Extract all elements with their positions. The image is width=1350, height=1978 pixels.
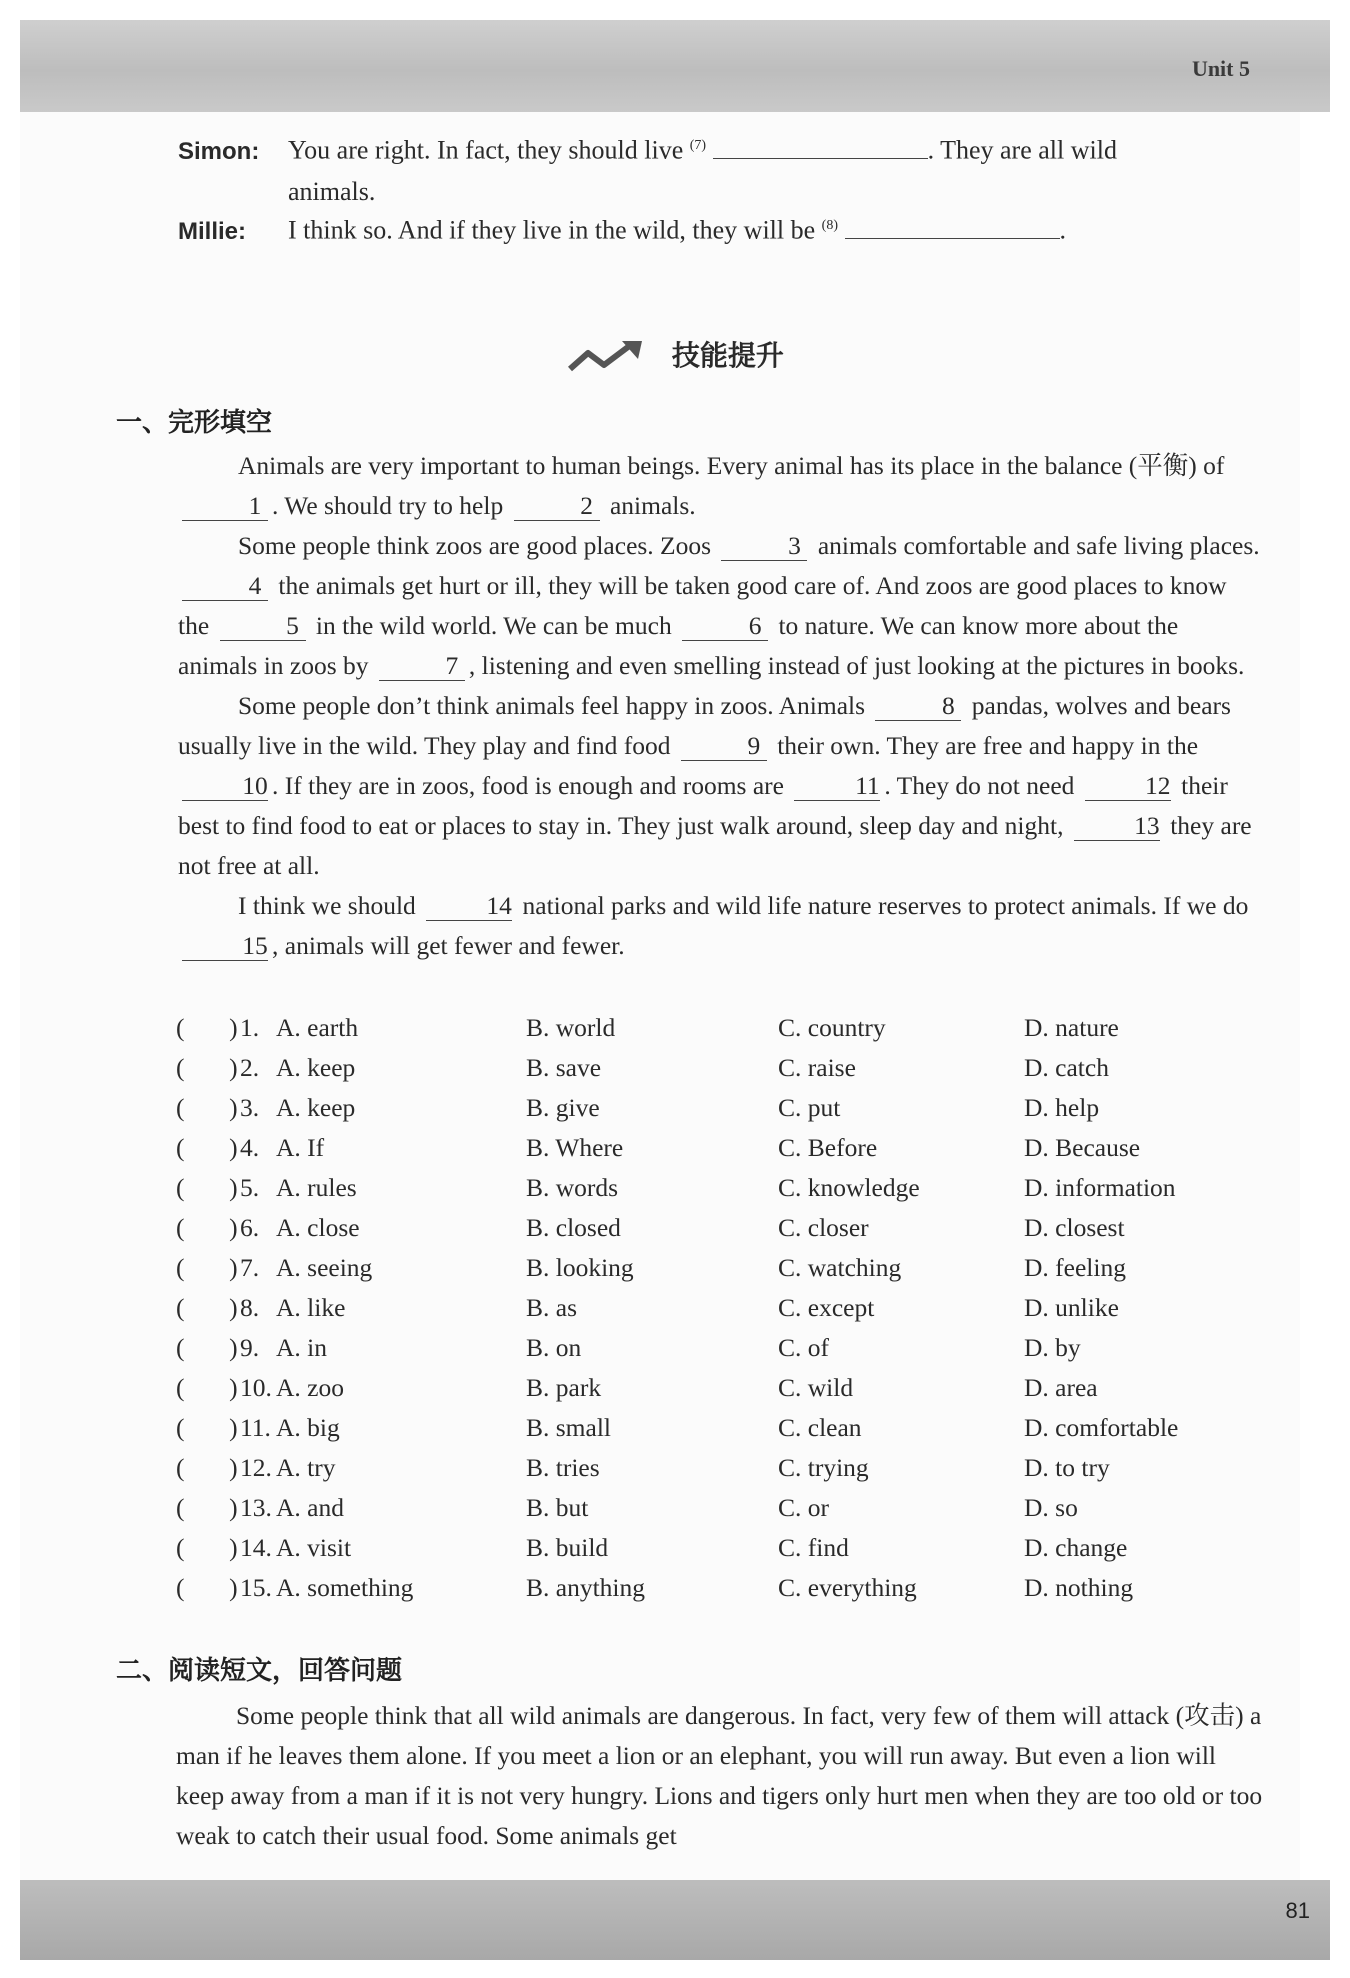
option-d[interactable]: D. closest (1024, 1213, 1125, 1242)
option-b[interactable]: B. park (526, 1373, 602, 1402)
header-band (20, 20, 1330, 112)
section-heading: 技能提升 (0, 334, 1350, 375)
option-a[interactable]: A. rules (276, 1173, 357, 1202)
option-a[interactable]: A. keep (276, 1053, 356, 1082)
question-number: 9. (240, 1333, 260, 1362)
option-b[interactable]: B. give (526, 1093, 600, 1122)
option-a[interactable]: A. keep (276, 1093, 356, 1122)
unit-label: Unit 5 (1191, 56, 1250, 81)
answer-paren[interactable]: ( ) (176, 1533, 238, 1562)
option-c[interactable]: C. trying (778, 1453, 869, 1482)
speaker-simon: Simon: (178, 137, 260, 165)
option-c[interactable]: C. wild (778, 1373, 854, 1402)
option-a[interactable]: A. visit (276, 1533, 352, 1562)
option-b[interactable]: B. Where (526, 1133, 624, 1162)
option-c[interactable]: C. put (778, 1093, 841, 1122)
option-a[interactable]: A. earth (276, 1013, 359, 1042)
option-c[interactable]: C. of (778, 1333, 829, 1362)
option-b[interactable]: B. on (526, 1333, 582, 1362)
cloze-blank-14[interactable]: 14 (426, 892, 512, 921)
option-a[interactable]: A. and (276, 1493, 344, 1522)
option-b[interactable]: B. build (526, 1533, 609, 1562)
option-a[interactable]: A. in (276, 1333, 327, 1362)
option-d[interactable]: D. to try (1024, 1453, 1110, 1482)
option-a[interactable]: A. If (276, 1133, 325, 1162)
cloze-blank-11[interactable]: 11 (794, 772, 880, 801)
option-b[interactable]: B. words (526, 1173, 619, 1202)
cloze-blank-3[interactable]: 3 (721, 532, 807, 561)
answer-blank-7[interactable] (713, 132, 928, 159)
answer-paren[interactable]: ( ) (176, 1453, 238, 1482)
option-d[interactable]: D. help (1024, 1093, 1100, 1122)
cloze-blank-8[interactable]: 8 (875, 692, 961, 721)
option-a[interactable]: A. big (276, 1413, 340, 1442)
option-d[interactable]: D. change (1024, 1533, 1128, 1562)
option-d[interactable]: D. feeling (1024, 1253, 1126, 1282)
reading-passage (176, 1696, 1266, 1856)
answer-paren[interactable]: ( ) (176, 1213, 238, 1242)
question-number: 2. (240, 1053, 260, 1082)
option-d[interactable]: D. area (1024, 1373, 1098, 1402)
question-number: 6. (240, 1213, 260, 1242)
question-number: 10. (240, 1373, 272, 1402)
question-number: 13. (240, 1493, 272, 1522)
cloze-blank-9[interactable]: 9 (681, 732, 767, 761)
cloze-blank-5[interactable]: 5 (220, 612, 306, 641)
option-a[interactable]: A. seeing (276, 1253, 373, 1282)
page-number: 81 (1285, 1898, 1310, 1923)
option-d[interactable]: D. nature (1024, 1013, 1119, 1042)
question-number: 11. (240, 1413, 271, 1442)
footer-band (20, 1880, 1330, 1960)
part2-title: 二、阅读短文，回答问题 (116, 1656, 403, 1686)
option-a[interactable]: A. something (276, 1573, 414, 1602)
answer-paren[interactable]: ( ) (176, 1493, 238, 1522)
option-b[interactable]: B. as (526, 1293, 577, 1322)
option-c[interactable]: C. clean (778, 1413, 862, 1442)
answer-paren[interactable]: ( ) (176, 1093, 238, 1122)
answer-paren[interactable]: ( ) (176, 1253, 238, 1282)
cloze-blank-4[interactable]: 4 (182, 572, 268, 601)
answer-paren[interactable]: ( ) (176, 1133, 238, 1162)
answer-paren[interactable]: ( ) (176, 1173, 238, 1202)
cloze-blank-10[interactable]: 10 (182, 772, 268, 801)
option-c[interactable]: C. watching (778, 1253, 902, 1282)
cloze-blank-1[interactable]: 1 (182, 492, 268, 521)
cloze-paragraph-4: I think we should 14 national parks and wild life nature reserves to protect animals. If we do 15 , animals will get fewer and fewer. (178, 886, 1263, 966)
question-number: 8. (240, 1293, 260, 1322)
part1-title: 一、完形填空 (116, 408, 273, 438)
question-number: 7. (240, 1253, 260, 1282)
option-b[interactable]: B. tries (526, 1453, 600, 1482)
cloze-blank-15[interactable]: 15 (182, 932, 268, 961)
option-b[interactable]: B. closed (526, 1213, 621, 1242)
option-a[interactable]: A. zoo (276, 1373, 344, 1402)
question-number: 14. (240, 1533, 272, 1562)
answer-paren[interactable]: ( ) (176, 1413, 238, 1442)
option-b[interactable]: B. small (526, 1413, 612, 1442)
answer-blank-8[interactable] (845, 212, 1060, 239)
option-d[interactable]: D. unlike (1024, 1293, 1119, 1322)
answer-paren[interactable]: ( ) (176, 1293, 238, 1322)
question-number: 3. (240, 1093, 260, 1122)
page-sheet (20, 112, 1300, 1880)
option-b[interactable]: B. anything (526, 1573, 645, 1602)
reading-paragraph: Some people think that all wild animals are dangerous. In fact, very few of them will attack (攻击) a man if he leaves them alone. If you meet a lion or an elephant, you will run away. But even a lion will keep away from a man if it is not very hungry. Lions and tigers only hurt men when they are too old or too weak to catch their usual food. Some animals get (176, 1701, 1263, 1850)
option-d[interactable]: D. information (1024, 1173, 1176, 1202)
option-d[interactable]: D. Because (1024, 1133, 1141, 1162)
cloze-paragraph-2: Some people think zoos are good places. Zoos 3 animals comfortable and safe living places. 4 the animals get hurt or ill, they will be taken good care of. And zoos are good places to know the 5 in the wild world. We can be much 6 to nature. We can know more about the animals in zoos by 7 , listening and even smelling instead of just looking at the pictures in books. (178, 531, 1260, 680)
option-c[interactable]: C. country (778, 1013, 886, 1042)
answer-paren[interactable]: ( ) (176, 1013, 238, 1042)
option-d[interactable]: D. by (1024, 1333, 1081, 1362)
cloze-blank-2[interactable]: 2 (514, 492, 600, 521)
option-b[interactable]: B. looking (526, 1253, 634, 1282)
option-c[interactable]: C. except (778, 1293, 875, 1322)
speaker-millie: Millie: (178, 217, 247, 245)
option-d[interactable]: D. comfortable (1024, 1413, 1179, 1442)
option-a[interactable]: A. try (276, 1453, 336, 1482)
option-a[interactable]: A. close (276, 1213, 360, 1242)
answer-paren[interactable]: ( ) (176, 1373, 238, 1402)
cloze-paragraph-3: Some people don’t think animals feel happy in zoos. Animals 8 pandas, wolves and bears usually live in the wild. They play and find food 9 their own. They are free and happy in the 10 . If they are in zoos, food is enough and rooms are 11 . They do not need 12 their best to find food to eat or places to stay in. They just walk around, sleep day and night, 13 they are not free at all. (178, 691, 1252, 880)
option-a[interactable]: A. like (276, 1293, 346, 1322)
option-c[interactable]: C. or (778, 1493, 829, 1522)
answer-paren[interactable]: ( ) (176, 1333, 238, 1362)
question-number: 1. (240, 1013, 260, 1042)
answer-paren[interactable]: ( ) (176, 1053, 238, 1082)
cloze-blank-7[interactable]: 7 (379, 652, 465, 681)
option-c[interactable]: C. closer (778, 1213, 869, 1242)
option-b[interactable]: B. but (526, 1493, 589, 1522)
cloze-blank-12[interactable]: 12 (1085, 772, 1171, 801)
option-c[interactable]: C. everything (778, 1573, 917, 1602)
question-number: 4. (240, 1133, 260, 1162)
option-d[interactable]: D. nothing (1024, 1573, 1134, 1602)
question-number: 5. (240, 1173, 260, 1202)
answer-paren[interactable]: ( ) (176, 1573, 238, 1602)
option-c[interactable]: C. knowledge (778, 1173, 920, 1202)
option-b[interactable]: B. save (526, 1053, 602, 1082)
option-d[interactable]: D. catch (1024, 1053, 1109, 1082)
dialogue-millie: Millie: I think so. And if they live in the wild, they will be $^{(8)}$ . (178, 206, 1066, 252)
option-c[interactable]: C. raise (778, 1053, 856, 1082)
cloze-passage (178, 446, 1263, 966)
dialogue-simon: Simon: You are right. In fact, they should live $^{(7)}$ . They are all wild animals. (178, 126, 1117, 212)
question-number: 12. (240, 1453, 272, 1482)
trend-arrow-icon (566, 339, 648, 375)
question-number: 15. (240, 1573, 272, 1602)
option-d[interactable]: D. so (1024, 1493, 1078, 1522)
cloze-paragraph-1: Animals are very important to human beings. Every animal has its place in the balance (平衡) of 1 . We should try to help 2 animals. (178, 446, 1263, 526)
option-c[interactable]: C. find (778, 1533, 849, 1562)
cloze-blank-6[interactable]: 6 (682, 612, 768, 641)
cloze-blank-13[interactable]: 13 (1074, 812, 1160, 841)
option-c[interactable]: C. Before (778, 1133, 878, 1162)
option-b[interactable]: B. world (526, 1013, 616, 1042)
